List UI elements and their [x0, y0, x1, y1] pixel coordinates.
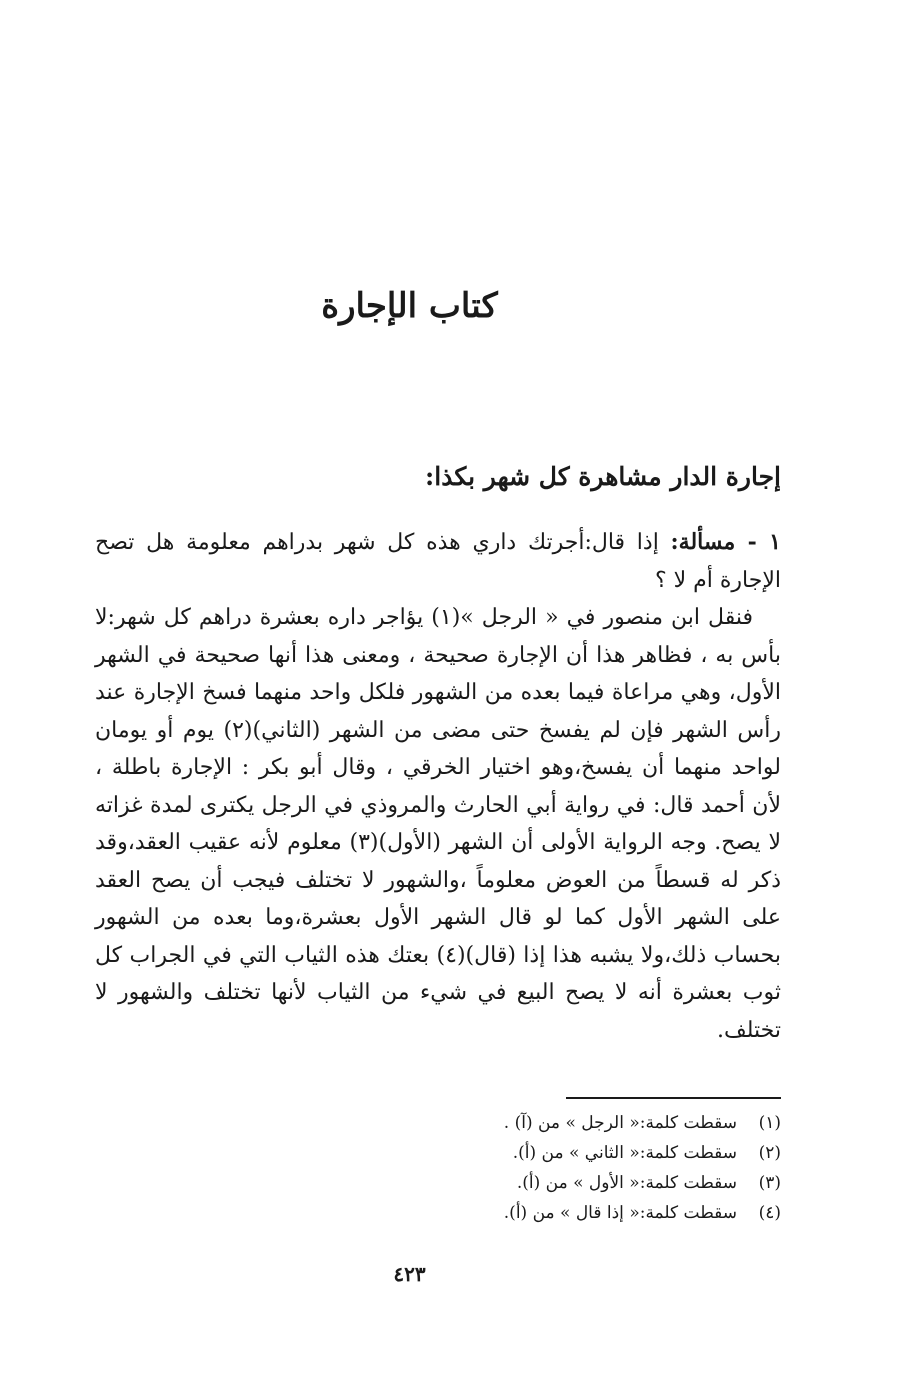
issue-paragraph	[95, 524, 781, 599]
footnote-number: (٣)	[758, 1173, 781, 1193]
footnote-text: سقطت كلمة:« الرجل » من (آ) .	[503, 1113, 737, 1133]
footnote-text: سقطت كلمة:« الثاني » من (أ).	[512, 1143, 737, 1163]
footnote-item	[81, 1108, 781, 1138]
issue-label: ١ - مسألة:	[670, 529, 781, 555]
footnote-item	[81, 1198, 781, 1228]
page-number: ٤٢٣	[393, 1262, 426, 1286]
footnote-number: (٢)	[758, 1143, 781, 1163]
footnotes-list	[81, 1108, 781, 1228]
footnote-separator	[566, 1097, 781, 1099]
section-heading: إجارة الدار مشاهرة كل شهر بكذا:	[425, 462, 781, 491]
footnote-item	[81, 1168, 781, 1198]
footnote-text: سقطت كلمة:« إذا قال » من (أ).	[503, 1203, 737, 1223]
body-text	[95, 524, 781, 1049]
footnote-text: سقطت كلمة:« الأول » من (أ).	[516, 1173, 737, 1193]
footnote-item	[81, 1138, 781, 1168]
footnote-number: (١)	[758, 1113, 781, 1133]
main-paragraph: فنقل ابن منصور في « الرجل »(١) يؤاجر داره بعشرة دراهم كل شهر:لا بأس به ، فظاهر هذا أن الإجارة صحيحة ، ومعنى هذا أنها صحيحة في الشهر الأول، وهي مراعاة فيما بعده من الشهور فلكل واحد منهما فسخ الإجارة عند رأس الشهر فإن لم يفسخ حتى مضى من الشهر (الثاني)(٢) يوم أو يومان لواحد منهما أن يفسخ،وهو اختيار الخرقي ، وقال أبو بكر : الإجارة باطلة ، لأن أحمد قال: في رواية أبي الحارث والمروذي في الرجل يكترى لمدة غزاته لا يصح. وجه الرواية الأولى أن الشهر (الأول)(٣) معلوم لأنه عقيب العقد،وقد ذكر له قسطاً من العوض معلوماً ،والشهور لا تختلف فيجب أن يصح العقد على الشهر الأول كما لو قال الشهر الأول بعشرة،وما بعده من الشهور بحساب ذلك،ولا يشبه هذا إذا (قال)(٤) بعتك هذه الثياب التي في الجراب كل ثوب بعشرة أنه لا يصح البيع في شيء من الثياب لأنها تختلف والشهور لا تختلف.	[95, 605, 782, 1043]
issue-text: إذا قال:أجرتك داري هذه كل شهر بدراهم معلومة هل تصح الإجارة أم لا ؟	[95, 530, 781, 593]
footnote-number: (٤)	[758, 1203, 781, 1223]
chapter-title: كتاب الإجارة	[321, 286, 498, 326]
